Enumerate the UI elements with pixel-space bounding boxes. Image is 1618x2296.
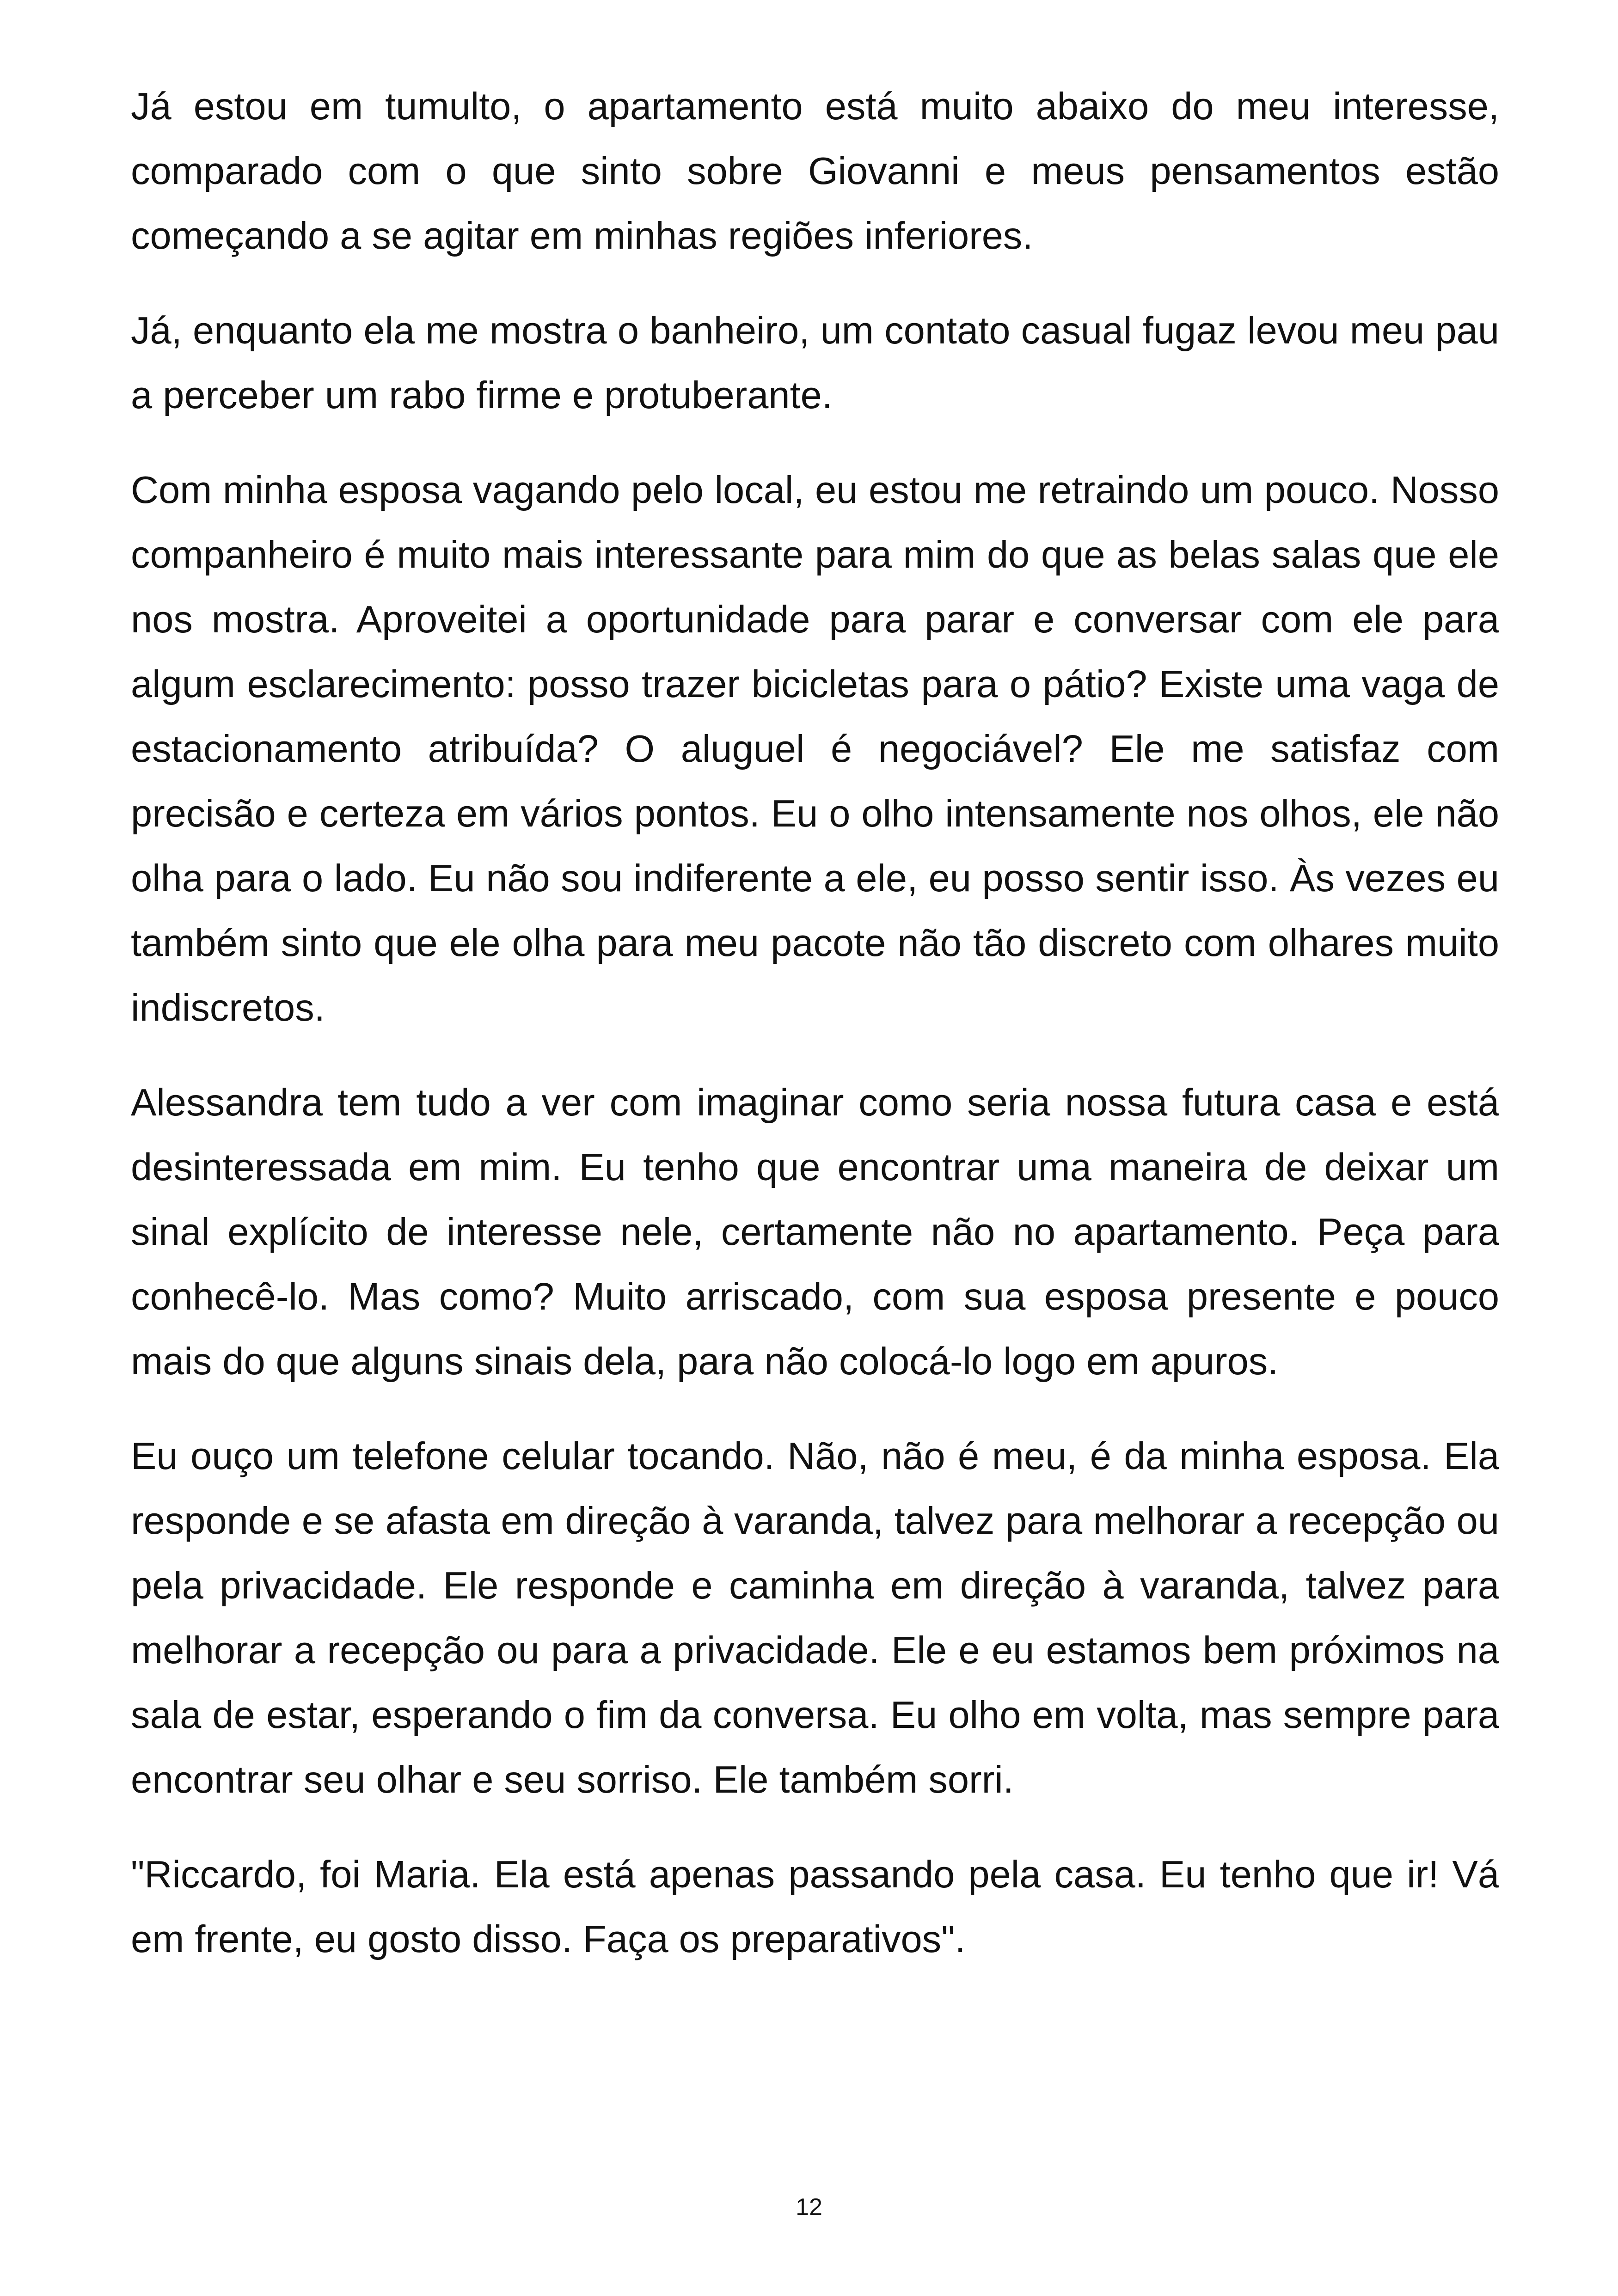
paragraph-5: Eu ouço um telefone celular tocando. Não, não é meu, é da minha esposa. Ela responde e se afasta em direção à varanda, talvez para melhorar a recepção ou pela privacidade. Ele responde e caminha em direção à varanda, talvez para melhorar a recepção ou para a privacidade. Ele e eu estamos bem próximos na sala de estar, esperando o fim da conversa. Eu olho em volta, mas sempre para encontrar seu olhar e seu sorriso. Ele também sorri.	[131, 1434, 1499, 1801]
paragraph-1: Já estou em tumulto, o apartamento está muito abaixo do meu interesse, comparado com o que sinto sobre Giovanni e meus pensamentos estão começando a se agitar em minhas regiões inferiores.	[131, 85, 1499, 257]
paragraph-4: Alessandra tem tudo a ver com imaginar como seria nossa futura casa e está desinteressada em mim. Eu tenho que encontrar uma maneira de deixar um sinal explícito de interesse nele, certamente não no apartamento. Peça para conhecê-lo. Mas como? Muito arriscado, com sua esposa presente e pouco mais do que alguns sinais dela, para não colocá-lo logo em apuros.	[131, 1081, 1499, 1383]
page-number: 12	[796, 2194, 822, 2221]
paragraph-2: Já, enquanto ela me mostra o banheiro, um contato casual fugaz levou meu pau a perceber um rabo firme e protuberante.	[131, 309, 1499, 416]
paragraph-3: Com minha esposa vagando pelo local, eu estou me retraindo um pouco. Nosso companheiro é muito mais interessante para mim do que as belas salas que ele nos mostra. Aproveitei a oportunidade para parar e conversar com ele para algum esclarecimento: posso trazer bicicletas para o pátio? Existe uma vaga de estacionamento atribuída? O aluguel é negociável? Ele me satisfaz com precisão e certeza em vários pontos. Eu o olho intensamente nos olhos, ele não olha para o lado. Eu não sou indiferente a ele, eu posso sentir isso. Às vezes eu também sinto que ele olha para meu pacote não tão discreto com olhares muito indiscretos.	[131, 468, 1499, 1029]
body-text	[131, 74, 1499, 2002]
paragraph-6: "Riccardo, foi Maria. Ela está apenas passando pela casa. Eu tenho que ir! Vá em frente, eu gosto disso. Faça os preparativos".	[131, 1853, 1499, 1960]
